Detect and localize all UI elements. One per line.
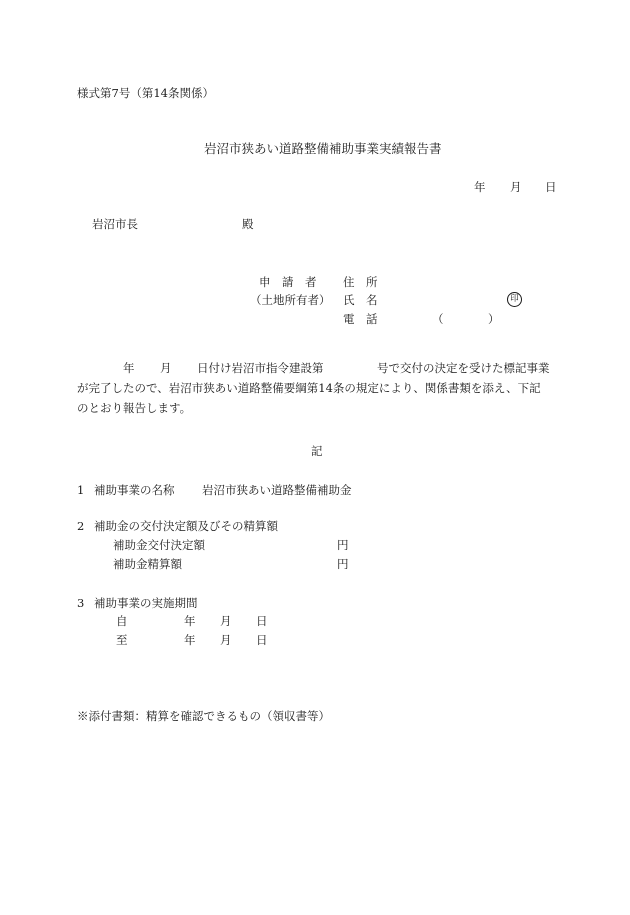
applicant-label: 申 請 者	[259, 275, 317, 289]
decision-amount-unit: 円	[337, 538, 349, 552]
item-1-label: 補助事業の名称	[94, 483, 175, 497]
date-month: 月	[510, 180, 522, 194]
item-2-label: 補助金の交付決定額及びその精算額	[94, 519, 278, 533]
period-to-year: 年	[184, 633, 196, 647]
item-2-number: 2	[77, 519, 85, 533]
attachment-note: ※添付書類：精算を確認できるもの（領収書等）	[77, 709, 330, 723]
name-label: 氏 名	[343, 293, 378, 307]
paragraph-line-2: が完了したので、岩沼市狭あい道路整備要綱第14条の規定により、関係書類を添え、下記	[77, 381, 541, 395]
decision-amount-label: 補助金交付決定額	[113, 538, 205, 552]
item-3-label: 補助事業の実施期間	[94, 596, 198, 610]
date-day: 日	[545, 180, 557, 194]
item-1-value: 岩沼市狭あい道路整備補助金	[202, 483, 352, 497]
paragraph-line-1	[77, 358, 555, 378]
period-from-year: 年	[184, 614, 196, 628]
seal-mark: 印	[507, 292, 522, 307]
settled-amount-unit: 円	[337, 557, 349, 571]
settled-amount-label: 補助金精算額	[113, 557, 182, 571]
address-label: 住 所	[343, 275, 378, 289]
body-decision: 号で交付の決定を受けた標記事業	[377, 361, 550, 375]
applicant-sublabel: （土地所有者）	[250, 293, 331, 307]
form-number: 様式第7号（第14条関係）	[77, 86, 214, 100]
item-3-number: 3	[77, 596, 85, 610]
phone-label: 電 話	[343, 312, 378, 326]
period-from-label: 自	[116, 614, 128, 628]
paragraph-line-3: のとおり報告します。	[77, 401, 192, 415]
period-to-month: 月	[220, 633, 232, 647]
body-date-ref: 日付け岩沼市指令建設第	[197, 361, 324, 375]
body-month: 月	[160, 361, 172, 375]
date-year: 年	[474, 180, 486, 194]
period-from-day: 日	[256, 614, 268, 628]
ki-heading: 記	[311, 444, 323, 458]
addressee-honorific: 殿	[242, 217, 254, 231]
period-from-month: 月	[220, 614, 232, 628]
body-year: 年	[123, 361, 135, 375]
addressee-name: 岩沼市長	[92, 217, 138, 231]
document-title: 岩沼市狭あい道路整備補助事業実績報告書	[204, 141, 442, 156]
phone-paren-open: （	[432, 312, 444, 326]
phone-paren-close: ）	[488, 312, 500, 326]
report-paragraph	[77, 358, 555, 418]
period-to-label: 至	[116, 633, 128, 647]
item-1-number: 1	[77, 483, 85, 497]
period-to-day: 日	[256, 633, 268, 647]
